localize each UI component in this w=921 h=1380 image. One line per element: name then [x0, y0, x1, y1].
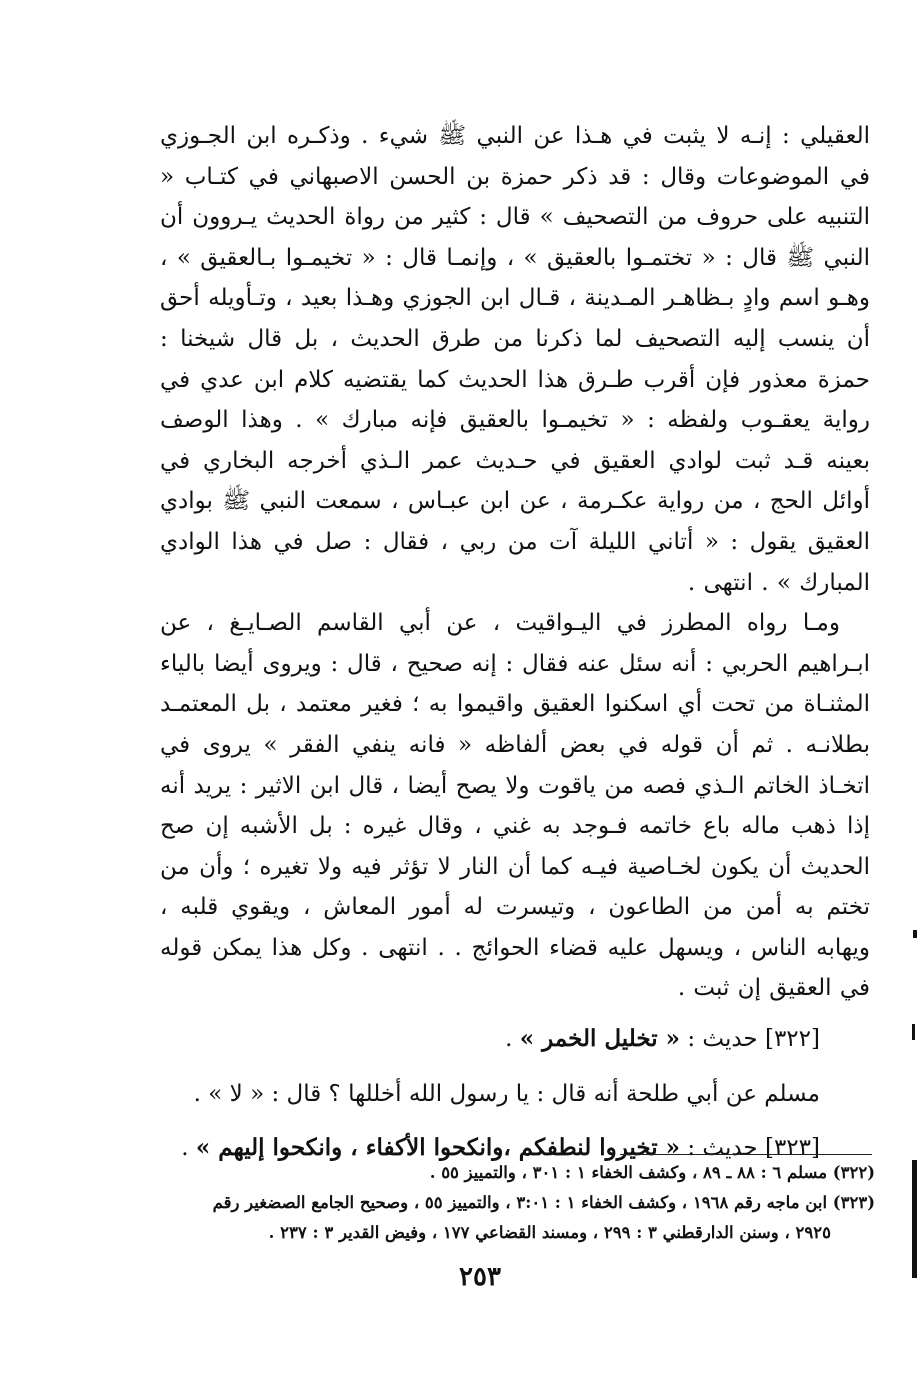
hadith-title: « تخليل الخمر » — [519, 1025, 680, 1053]
footnotes — [160, 1158, 875, 1248]
hadith-lead: حديث : — [687, 1026, 758, 1053]
hadith-number: [٣٢٣] — [764, 1135, 820, 1162]
main-text — [160, 116, 870, 1169]
hadith-heading-322 — [160, 1019, 870, 1060]
scan-edge-mark — [912, 1024, 915, 1040]
hadith-text-322: مسلم عن أبي طلحة أنه قال : يا رسول الله أخللها ؟ قال : « لا » . — [193, 1080, 820, 1107]
page-number: ٢٥٣ — [459, 1262, 501, 1292]
footnote-323-continued: ٢٩٢٥ ، وسنن الدارقطني ٣ : ٢٩٩ ، ومسند القضاعي ١٧٧ ، وفيض القدير ٣ : ٢٣٧ . — [268, 1223, 831, 1242]
footnote-divider — [620, 1154, 872, 1155]
hadith-end: . — [181, 1135, 189, 1162]
hadith-title: « تخيروا لنطفكم ،وانكحوا الأكفاء ، وانكحوا إليهم » — [195, 1134, 680, 1162]
hadith-number: [٣٢٢] — [764, 1026, 820, 1053]
hadith-lead: حديث : — [687, 1135, 758, 1162]
hadith-end: . — [505, 1026, 513, 1053]
body-paragraph-2: ومـا رواه المطرز في اليـواقيت ، عن أبي القاسم الصـايـغ ، عن ابـراهيم الحربي : أنه سئل عنه فقال : إنه صحيح ، قال : ويروى أيضا بالياء المثنـاة من تحت أي اسكنوا العقيق واقيموا به ؛ فغير معتمد ، بل المعتمـد بطلانـه . ثم أن قوله في بعض ألفاظه « فانه ينفي الفقر » يروى في اتخـاذ الخاتم الـذي فصه من ياقوت ولا يصح أيضا ، قال ابن الاثير : يريد أنه إذا ذهب ماله باع خاتمه فـوجد به غني ، وقال غيره : بل الأشبه إن صح الحديث أن يكون لخـاصية فيـه كما أن النار لا تؤثر فيه ولا تغيره ؛ وأن من تختم به أمن من الطاعون ، وتيسرت له أمور المعاش ، ويقوي قلبه ، ويهابه الناس ، ويسهل عليه قضاء الحوائج . . انتهى . وكل هذا يمكن قوله في العقيق إن ثبت . — [160, 610, 870, 1002]
footnote-322: (٣٢٢) مسلم ٦ : ٨٨ ـ ٨٩ ، وكشف الخفاء ١ : ٣٠١ ، والتمييز ٥٥ . — [429, 1163, 875, 1182]
scan-edge-mark — [913, 930, 917, 938]
body-paragraph-1: العقيلي : إنـه لا يثبت في هـذا عن النبي ﷺ شيء . وذكـره ابن الجـوزي في الموضوعات وقال : قد ذكر حمزة بن الحسن الاصبهاني في كتـاب « التنبيه على حروف من التصحيف » قال : كثير من رواة الحديث يـروون أن النبي ﷺ قال : « تختمـوا بالعقيق » ، وإنمـا قال : « تخيمـوا بـالعقيق » ، وهـو اسم وادٍ بـظاهـر المـدينة ، قـال ابن الجوزي وهـذا بعيد ، وتـأويله أحق أن ينسب إليه التصحيف لما ذكرنا من طرق الحديث ، بل قال شيخنا : حمزة معذور فإن أقرب طـرق هذا الحديث كما يقتضيه كلام ابن عدي في رواية يعقـوب ولفظه : « تخيمـوا بالعقيق فإنه مبارك » . وهذا الوصف بعينه قـد ثبت لوادي العقيق في حـديث عمر الـذي أخرجه البخاري في أوائل الحج ، من رواية عكـرمة ، عن ابن عبـاس ، سمعت النبي ﷺ بوادي العقيق يقول : « أتاني الليلة آت من ربي ، فقال : صل في هذا الوادي المبارك » . انتهى . — [160, 123, 870, 596]
footnote-323: (٣٢٣) ابن ماجه رقم ١٩٦٨ ، وكشف الخفاء ١ : ٣:٠١ ، والتمييز ٥٥ ، وصحيح الجامع الصضغير رقم — [212, 1193, 875, 1212]
scan-edge-mark — [912, 1160, 917, 1278]
